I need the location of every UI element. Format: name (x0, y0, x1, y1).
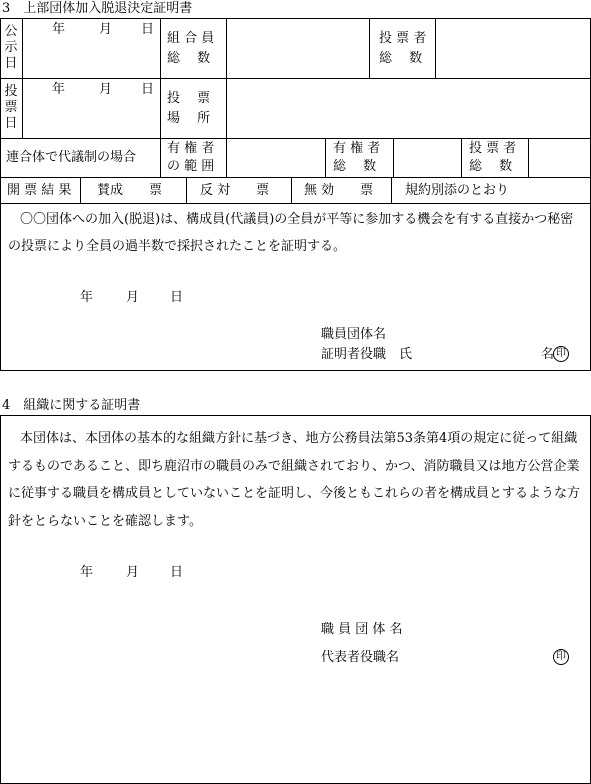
yes-votes: 賛成 票 (97, 183, 163, 198)
row2-label (4, 84, 18, 132)
voters-label-2: 総 数 (379, 51, 423, 66)
section4-date-day: 日 (170, 565, 184, 580)
members-label-2: 総 数 (167, 51, 211, 66)
place-label-1: 投 票 (167, 91, 211, 106)
section4-heading: 4 組織に関する証明書 (2, 398, 141, 413)
row3-label: 連合体で代議制の場合 (6, 150, 137, 165)
label-char: 日 (4, 116, 18, 131)
scope-label-1: 有 権 者 (167, 141, 215, 156)
label-char: 示 (4, 40, 18, 55)
row1-month: 月 (99, 22, 113, 37)
name-suffix: 名 (541, 347, 555, 362)
row1-label (4, 24, 18, 72)
members-label-1: 組 合 員 (167, 31, 215, 46)
row3-voters-label-2: 総 数 (469, 159, 513, 174)
row1-year: 年 (52, 22, 66, 37)
section3-date-day: 日 (170, 290, 184, 305)
seal-icon: 印 (553, 649, 569, 665)
electors-label-1: 有 権 者 (333, 141, 381, 156)
voters-label-1: 投 票 者 (379, 31, 427, 46)
scope-label-2: の 範 囲 (167, 159, 215, 174)
seal-icon: 印 (553, 346, 569, 362)
result-label: 開 票 結 果 (7, 183, 72, 198)
row1-day: 日 (141, 22, 155, 37)
section3-date-month: 月 (126, 290, 140, 305)
section4-date-month: 月 (126, 565, 140, 580)
section4-rep-label: 代表者役職名 (321, 650, 400, 665)
electors-label-2: 総 数 (333, 159, 377, 174)
row2-year: 年 (52, 82, 66, 97)
invalid-votes: 無 効 票 (304, 183, 374, 198)
section3-org-label: 職員団体名 (321, 327, 387, 342)
row2-day: 日 (141, 82, 155, 97)
place-label-2: 場 所 (167, 111, 211, 126)
section3-statement: 〇〇団体への加入(脱退)は、構成員(代議員)の全員が平等に参加する機会を有する直接かつ秘密の投票により全員の過半数で採択されたことを証明する。 (8, 212, 574, 254)
label-char: 投 (4, 84, 18, 99)
rule-note: 規約別添のとおり (405, 183, 510, 198)
no-votes: 反 対 票 (200, 183, 270, 198)
section4-statement: 本団体は、本団体の基本的な組織方針に基づき、地方公務員法第53条第4項の規定に従って組織するものであること、即ち鹿沼市の職員のみで組織されており、かつ、消防職員又は地方公営企業に従事する職員を構成員としていないことを証明し、今後ともこれらの者を構成員とするような方針をとらないことを確認します。 (8, 431, 581, 529)
section4-date-year: 年 (80, 565, 94, 580)
section3-heading: 3 上部団体加入脱退決定証明書 (2, 1, 193, 16)
row3-voters-label-1: 投 票 者 (469, 141, 517, 156)
section3-signer-label: 証明者役職 氏 (321, 347, 413, 362)
row2-month: 月 (99, 82, 113, 97)
label-char: 日 (4, 56, 18, 71)
label-char: 票 (4, 100, 18, 115)
section3-date-year: 年 (80, 290, 94, 305)
label-char: 公 (4, 24, 18, 39)
section4-org-label: 職 員 団 体 名 (321, 622, 403, 637)
